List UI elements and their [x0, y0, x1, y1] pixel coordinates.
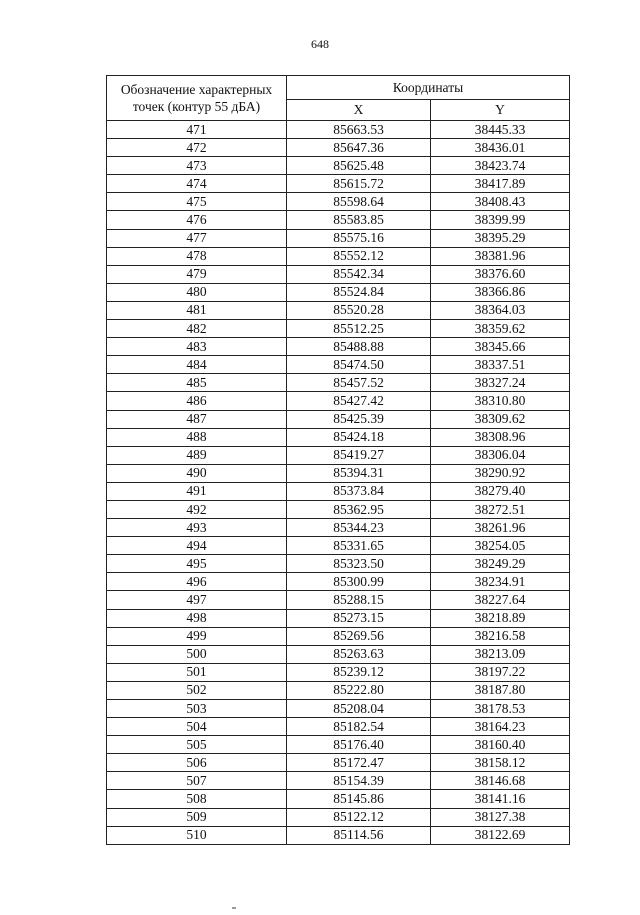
- x-cell: 85394.31: [287, 464, 431, 482]
- point-cell: 498: [107, 609, 287, 627]
- y-cell: 38366.86: [431, 283, 570, 301]
- y-cell: 38178.53: [431, 700, 570, 718]
- point-cell: 494: [107, 537, 287, 555]
- table-row: [107, 283, 570, 301]
- x-cell: 85373.84: [287, 482, 431, 500]
- table-row: [107, 681, 570, 699]
- table-row: [107, 772, 570, 790]
- y-cell: 38227.64: [431, 591, 570, 609]
- x-cell: 85663.53: [287, 121, 431, 139]
- x-cell: 85424.18: [287, 428, 431, 446]
- point-cell: 506: [107, 754, 287, 772]
- point-cell: 503: [107, 700, 287, 718]
- table-row: [107, 229, 570, 247]
- point-cell: 476: [107, 211, 287, 229]
- point-cell: 489: [107, 446, 287, 464]
- point-cell: 477: [107, 229, 287, 247]
- point-cell: 509: [107, 808, 287, 826]
- table-row: [107, 428, 570, 446]
- table-header: [107, 76, 570, 121]
- table-row: [107, 157, 570, 175]
- point-cell: 475: [107, 193, 287, 211]
- x-cell: 85575.16: [287, 229, 431, 247]
- y-cell: 38395.29: [431, 229, 570, 247]
- table-row: [107, 754, 570, 772]
- point-cell: 479: [107, 265, 287, 283]
- y-cell: 38381.96: [431, 247, 570, 265]
- y-cell: 38122.69: [431, 826, 570, 844]
- table-row: [107, 446, 570, 464]
- point-cell: 500: [107, 645, 287, 663]
- x-cell: 85427.42: [287, 392, 431, 410]
- table-row: [107, 700, 570, 718]
- point-cell: 485: [107, 374, 287, 392]
- point-cell: 510: [107, 826, 287, 844]
- y-cell: 38290.92: [431, 464, 570, 482]
- x-cell: 85474.50: [287, 356, 431, 374]
- y-cell: 38160.40: [431, 736, 570, 754]
- page-number: 648: [311, 37, 329, 51]
- point-cell: 499: [107, 627, 287, 645]
- y-cell: 38158.12: [431, 754, 570, 772]
- x-cell: 85331.65: [287, 537, 431, 555]
- point-cell: 505: [107, 736, 287, 754]
- y-cell: 38364.03: [431, 301, 570, 319]
- x-cell: 85625.48: [287, 157, 431, 175]
- x-cell: 85520.28: [287, 301, 431, 319]
- table-row: [107, 211, 570, 229]
- y-cell: 38272.51: [431, 500, 570, 518]
- y-cell: 38127.38: [431, 808, 570, 826]
- table-row: [107, 121, 570, 139]
- table-row: [107, 392, 570, 410]
- table-row: [107, 265, 570, 283]
- y-cell: 38445.33: [431, 121, 570, 139]
- x-cell: 85145.86: [287, 790, 431, 808]
- x-cell: 85288.15: [287, 591, 431, 609]
- x-cell: 85176.40: [287, 736, 431, 754]
- table-row: [107, 338, 570, 356]
- point-cell: 491: [107, 482, 287, 500]
- point-cell: 490: [107, 464, 287, 482]
- y-cell: 38436.01: [431, 139, 570, 157]
- table-row: [107, 645, 570, 663]
- table-row: [107, 139, 570, 157]
- table-row: [107, 519, 570, 537]
- x-cell: 85615.72: [287, 175, 431, 193]
- point-cell: 496: [107, 573, 287, 591]
- point-cell: 483: [107, 338, 287, 356]
- point-cell: 504: [107, 718, 287, 736]
- point-cell: 482: [107, 320, 287, 338]
- x-cell: 85512.25: [287, 320, 431, 338]
- x-cell: 85122.12: [287, 808, 431, 826]
- coordinates-table: [106, 75, 570, 845]
- x-cell: 85542.34: [287, 265, 431, 283]
- x-cell: 85300.99: [287, 573, 431, 591]
- x-cell: 85457.52: [287, 374, 431, 392]
- y-cell: 38213.09: [431, 645, 570, 663]
- table-row: [107, 537, 570, 555]
- point-cell: 502: [107, 681, 287, 699]
- x-cell: 85488.88: [287, 338, 431, 356]
- point-cell: 495: [107, 555, 287, 573]
- x-cell: 85182.54: [287, 718, 431, 736]
- point-cell: 484: [107, 356, 287, 374]
- y-cell: 38359.62: [431, 320, 570, 338]
- x-cell: 85208.04: [287, 700, 431, 718]
- table-row: [107, 193, 570, 211]
- point-cell: 507: [107, 772, 287, 790]
- point-cell: 486: [107, 392, 287, 410]
- table-body: [107, 121, 570, 845]
- point-cell: 473: [107, 157, 287, 175]
- x-column-header: X: [287, 100, 431, 121]
- table-row: [107, 374, 570, 392]
- y-cell: 38218.89: [431, 609, 570, 627]
- point-cell: 497: [107, 591, 287, 609]
- table-row: [107, 573, 570, 591]
- y-cell: 38164.23: [431, 718, 570, 736]
- scan-artifact: [232, 907, 236, 909]
- x-cell: 85362.95: [287, 500, 431, 518]
- x-cell: 85172.47: [287, 754, 431, 772]
- point-cell: 501: [107, 663, 287, 681]
- y-cell: 38423.74: [431, 157, 570, 175]
- y-cell: 38234.91: [431, 573, 570, 591]
- table-row: [107, 482, 570, 500]
- x-cell: 85222.80: [287, 681, 431, 699]
- coordinates-group-header: Координаты: [287, 76, 570, 100]
- table-row: [107, 826, 570, 844]
- x-cell: 85263.63: [287, 645, 431, 663]
- table-row: [107, 627, 570, 645]
- y-cell: 38254.05: [431, 537, 570, 555]
- y-cell: 38141.16: [431, 790, 570, 808]
- point-cell: 472: [107, 139, 287, 157]
- y-cell: 38309.62: [431, 410, 570, 428]
- y-cell: 38306.04: [431, 446, 570, 464]
- y-cell: 38197.22: [431, 663, 570, 681]
- x-cell: 85273.15: [287, 609, 431, 627]
- point-cell: 487: [107, 410, 287, 428]
- y-cell: 38187.80: [431, 681, 570, 699]
- table-row: [107, 320, 570, 338]
- point-cell: 474: [107, 175, 287, 193]
- table-row: [107, 464, 570, 482]
- table-row: [107, 609, 570, 627]
- table-row: [107, 175, 570, 193]
- point-cell: 480: [107, 283, 287, 301]
- table-row: [107, 591, 570, 609]
- y-cell: 38249.29: [431, 555, 570, 573]
- y-cell: 38417.89: [431, 175, 570, 193]
- point-cell: 488: [107, 428, 287, 446]
- y-cell: 38279.40: [431, 482, 570, 500]
- point-cell: 481: [107, 301, 287, 319]
- x-cell: 85552.12: [287, 247, 431, 265]
- y-cell: 38337.51: [431, 356, 570, 374]
- x-cell: 85419.27: [287, 446, 431, 464]
- point-column-header: Обозначение характерных точек (контур 55 дБА): [107, 76, 287, 121]
- x-cell: 85344.23: [287, 519, 431, 537]
- table-row: [107, 736, 570, 754]
- table-row: [107, 500, 570, 518]
- table-row: [107, 356, 570, 374]
- y-cell: 38261.96: [431, 519, 570, 537]
- y-cell: 38327.24: [431, 374, 570, 392]
- table-row: [107, 555, 570, 573]
- x-cell: 85598.64: [287, 193, 431, 211]
- table-row: [107, 247, 570, 265]
- y-cell: 38146.68: [431, 772, 570, 790]
- point-cell: 493: [107, 519, 287, 537]
- table-row: [107, 718, 570, 736]
- point-cell: 508: [107, 790, 287, 808]
- table-row: [107, 808, 570, 826]
- table-row: [107, 410, 570, 428]
- y-column-header: Y: [431, 100, 570, 121]
- x-cell: 85269.56: [287, 627, 431, 645]
- x-cell: 85239.12: [287, 663, 431, 681]
- y-cell: 38308.96: [431, 428, 570, 446]
- y-cell: 38310.80: [431, 392, 570, 410]
- x-cell: 85583.85: [287, 211, 431, 229]
- point-cell: 471: [107, 121, 287, 139]
- point-cell: 478: [107, 247, 287, 265]
- x-cell: 85647.36: [287, 139, 431, 157]
- table-row: [107, 663, 570, 681]
- y-cell: 38345.66: [431, 338, 570, 356]
- x-cell: 85425.39: [287, 410, 431, 428]
- y-cell: 38376.60: [431, 265, 570, 283]
- y-cell: 38408.43: [431, 193, 570, 211]
- x-cell: 85524.84: [287, 283, 431, 301]
- table-row: [107, 790, 570, 808]
- table-row: [107, 301, 570, 319]
- x-cell: 85154.39: [287, 772, 431, 790]
- y-cell: 38216.58: [431, 627, 570, 645]
- point-cell: 492: [107, 500, 287, 518]
- x-cell: 85114.56: [287, 826, 431, 844]
- x-cell: 85323.50: [287, 555, 431, 573]
- y-cell: 38399.99: [431, 211, 570, 229]
